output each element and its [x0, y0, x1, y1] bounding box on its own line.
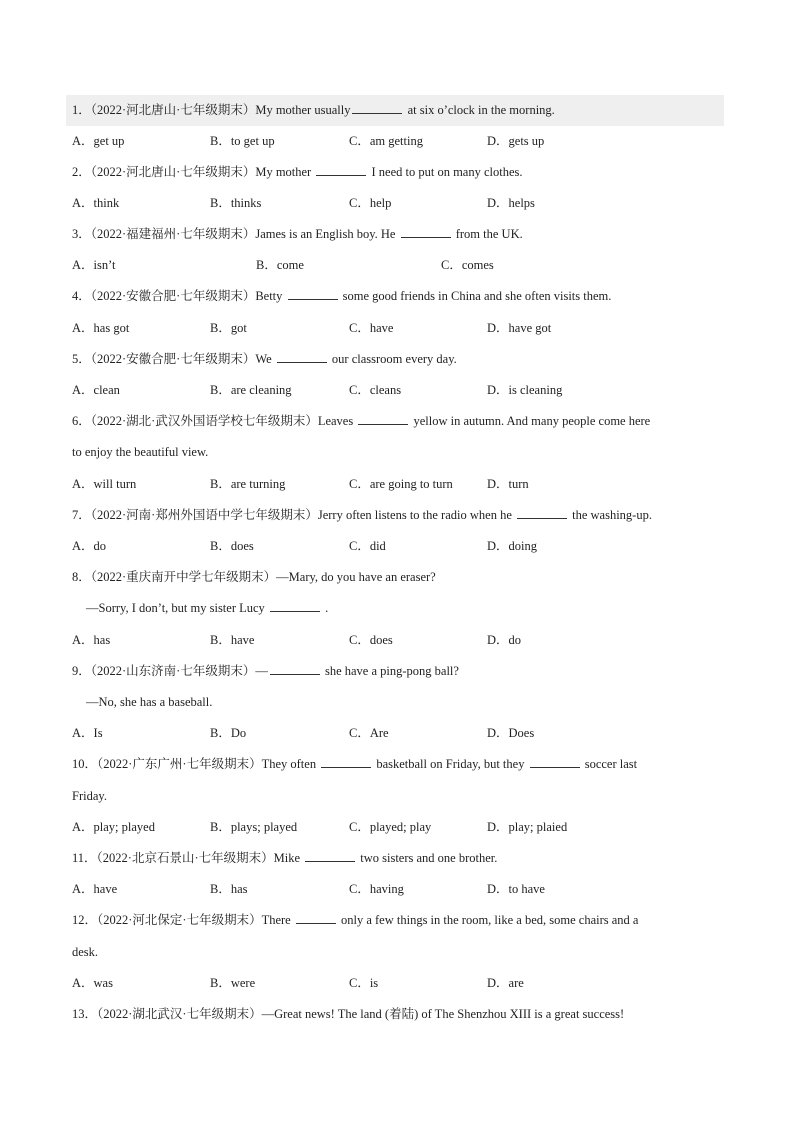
answer-blank: [352, 100, 402, 114]
option-d[interactable]: D．play; plaied: [487, 820, 568, 834]
question-11-stem: 11．（2022·北京石景山·七年级期末）Mike two sisters and one brother.: [72, 843, 724, 874]
question-10-stem: 10．（2022·广东广州·七年级期末）They often basketball on Friday, but they soccer last: [72, 749, 724, 780]
option-a[interactable]: A．have: [72, 882, 118, 896]
option-a[interactable]: A．will turn: [72, 477, 137, 491]
option-c[interactable]: C．is: [349, 976, 379, 990]
question-6-stem-cont: to enjoy the beautiful view.: [72, 445, 209, 459]
question-10-options: [72, 812, 724, 843]
question-4-options: [72, 313, 724, 344]
option-b[interactable]: B．got: [210, 321, 247, 335]
question-9-dialog: —No, she has a baseball.: [86, 695, 213, 709]
question-3-options: [72, 250, 724, 281]
answer-blank: [270, 661, 320, 675]
option-d[interactable]: D．helps: [487, 196, 535, 210]
question-9-stem: 9．（2022·山东济南·七年级期末）— she have a ping-pong ball?: [72, 656, 724, 687]
question-1-options: [72, 126, 724, 157]
option-b[interactable]: B．does: [210, 539, 254, 553]
question-12-stem: 12．（2022·河北保定·七年级期末）There only a few things in the room, like a bed, some chairs and a: [72, 905, 724, 936]
question-12-stem-cont: desk.: [72, 945, 99, 959]
option-b[interactable]: B．plays; played: [210, 820, 298, 834]
option-d[interactable]: D．to have: [487, 882, 545, 896]
question-6-stem: 6．（2022·湖北·武汉外国语学校七年级期末）Leaves yellow in autumn. And many people come here: [72, 406, 724, 437]
question-5-stem: 5．（2022·安徽合肥·七年级期末）We our classroom every day.: [72, 344, 724, 375]
option-d[interactable]: D．is cleaning: [487, 383, 563, 397]
option-b[interactable]: B．Do: [210, 726, 247, 740]
option-a[interactable]: A．get up: [72, 134, 125, 148]
question-7-stem: 7．（2022·河南·郑州外国语中学七年级期末）Jerry often listens to the radio when he the washing-up.: [72, 500, 724, 531]
question-7-options: [72, 531, 724, 562]
question-8-options: [72, 625, 724, 656]
question-12-options: [72, 968, 724, 999]
answer-blank: [288, 286, 338, 300]
option-a[interactable]: A．play; played: [72, 820, 155, 834]
question-4-stem: 4．（2022·安徽合肥·七年级期末）Betty some good friends in China and she often visits them.: [72, 281, 724, 312]
question-10-stem-cont: Friday.: [72, 789, 107, 803]
option-c[interactable]: C．having: [349, 882, 404, 896]
question-5-options: [72, 375, 724, 406]
option-d[interactable]: D．do: [487, 633, 522, 647]
answer-blank: [321, 754, 371, 768]
option-a[interactable]: A．was: [72, 976, 113, 990]
option-b[interactable]: B．to get up: [210, 134, 275, 148]
answer-blank: [517, 505, 567, 519]
option-d[interactable]: D．turn: [487, 477, 529, 491]
option-c[interactable]: C．are going to turn: [349, 477, 453, 491]
question-2-options: [72, 188, 724, 219]
question-3-stem: 3．（2022·福建福州·七年级期末）James is an English boy. He from the UK.: [72, 219, 724, 250]
question-9-options: [72, 718, 724, 749]
option-c[interactable]: C．help: [349, 196, 392, 210]
option-b[interactable]: B．come: [256, 258, 304, 272]
option-c[interactable]: C．does: [349, 633, 393, 647]
option-a[interactable]: A．think: [72, 196, 120, 210]
option-c[interactable]: C．did: [349, 539, 386, 553]
option-d[interactable]: D．are: [487, 976, 524, 990]
answer-blank: [277, 349, 327, 363]
option-c[interactable]: C．am getting: [349, 134, 423, 148]
option-c[interactable]: C．comes: [441, 258, 494, 272]
question-8-dialog: —Sorry, I don’t, but my sister Lucy .: [86, 593, 738, 624]
option-b[interactable]: B．have: [210, 633, 255, 647]
question-11-options: [72, 874, 724, 905]
option-a[interactable]: A．clean: [72, 383, 120, 397]
option-c[interactable]: C．Are: [349, 726, 389, 740]
answer-blank: [270, 598, 320, 612]
answer-blank: [530, 754, 580, 768]
answer-blank: [401, 224, 451, 238]
question-13-stem: 13．（2022·湖北武汉·七年级期末）—Great news! The land (着陆) of The Shenzhou XIII is a great success!: [72, 1007, 625, 1021]
option-b[interactable]: B．thinks: [210, 196, 262, 210]
question-6-options: [72, 469, 724, 500]
option-a[interactable]: A．isn’t: [72, 258, 116, 272]
option-b[interactable]: B．are cleaning: [210, 383, 292, 397]
question-8-stem: 8．（2022·重庆南开中学七年级期末）—Mary, do you have an eraser?: [72, 570, 436, 584]
answer-blank: [316, 162, 366, 176]
option-c[interactable]: C．cleans: [349, 383, 402, 397]
option-b[interactable]: B．are turning: [210, 477, 286, 491]
option-d[interactable]: D．doing: [487, 539, 538, 553]
option-d[interactable]: D．Does: [487, 726, 535, 740]
option-d[interactable]: D．gets up: [487, 134, 545, 148]
option-a[interactable]: A．has got: [72, 321, 130, 335]
question-1-stem: 1．（2022·河北唐山·七年级期末）My mother usually at six o’clock in the morning.: [66, 95, 724, 126]
option-c[interactable]: C．played; play: [349, 820, 432, 834]
answer-blank: [296, 910, 336, 924]
option-a[interactable]: A．has: [72, 633, 111, 647]
option-a[interactable]: A．do: [72, 539, 107, 553]
question-2-stem: 2．（2022·河北唐山·七年级期末）My mother I need to put on many clothes.: [72, 157, 724, 188]
answer-blank: [305, 848, 355, 862]
option-b[interactable]: B．has: [210, 882, 248, 896]
answer-blank: [358, 411, 408, 425]
option-a[interactable]: A．Is: [72, 726, 103, 740]
option-c[interactable]: C．have: [349, 321, 394, 335]
option-b[interactable]: B．were: [210, 976, 256, 990]
option-d[interactable]: D．have got: [487, 321, 552, 335]
